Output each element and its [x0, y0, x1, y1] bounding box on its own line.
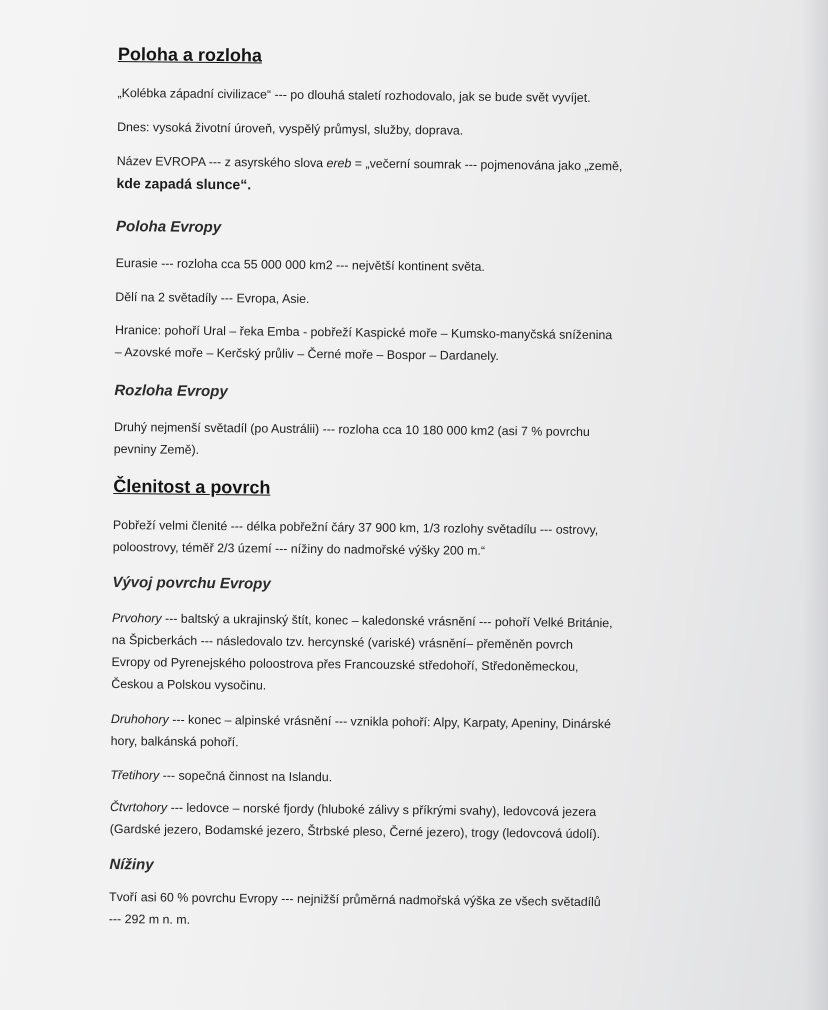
paragraph-kolebka: „Kolébka západní civilizace“ --- po dlouhá staletí rozhodovalo, jak se bude svět vyvíjet. — [117, 85, 591, 105]
paragraph-hranice-line1: Hranice: pohoří Ural – řeka Emba - pobřeží Kaspické moře – Kumsko-manyčská sníženina — [114, 322, 613, 343]
paragraph-hranice-line2: – Azovské moře – Kerčský průliv – Černé moře – Bospor – Dardanely. — [114, 344, 499, 364]
paragraph-niziny-line1: Tvoří asi 60 % povrchu Evropy --- nejnižší průměrná nadmořská výška ze všech světadílů — [108, 889, 601, 910]
paragraph-ctvrtohory-line2: (Gardské jezero, Bodamské jezero, Štrbské pleso, Černé jezero), trogy (ledovcová údolí). — [109, 821, 601, 842]
paragraph-prvohory-line3: Evropy od Pyrenejského poloostrova přes Francouzské středohoří, Středoněmeckou, — [111, 654, 579, 674]
screen-edge-shadow — [802, 0, 828, 1010]
paragraph-prvohory-line2: na Špicberkách --- následovalo tzv. hercynské (variské) vrásnění– přeměněn povrch — [111, 632, 573, 652]
paragraph-prvohory-line1: Prvohory --- baltský a ukrajinský štít, konec – kaledonské vrásnění --- pohoří Velké Británie, — [111, 610, 613, 631]
heading-rozloha-evropy: Rozloha Evropy — [114, 381, 228, 401]
heading-clenitost-a-povrch: Členitost a povrch — [113, 475, 271, 498]
paragraph-nazev-evropa-line2: kde zapadá slunce“. — [116, 174, 252, 193]
paragraph-druhohory-line2: hory, balkánská pohoří. — [110, 733, 239, 750]
paragraph-nazev-evropa: Název EVROPA --- z asyrského slova ereb = „večerní soumrak --- pojmenována jako „země, — [116, 153, 623, 174]
paragraph-niziny-line2: --- 292 m n. m. — [108, 911, 191, 927]
paragraph-eurasie: Eurasie --- rozloha cca 55 000 000 km2 --- největší kontinent světa. — [115, 255, 485, 274]
paragraph-dnes: Dnes: vysoká životní úroveň, vyspělý průmysl, služby, doprava. — [117, 119, 464, 138]
paragraph-druhy-nejmensi-line2: pevniny Země). — [113, 441, 200, 457]
paragraph-prvohory-line4: Českou a Polskou vysočinu. — [111, 676, 267, 693]
paragraph-ctvrtohory-line1: Čtvrtohory --- ledovce – norské fjordy (hluboké zálivy s příkrými svahy), ledovcová jezera — [109, 799, 597, 820]
paragraph-tretihory: Třetihory --- sopečná činnost na Islandu. — [110, 767, 333, 785]
paragraph-deli-na-2: Dělí na 2 světadíly --- Evropa, Asie. — [115, 289, 310, 307]
paragraph-druhy-nejmensi-line1: Druhý nejmenší světadíl (po Austrálii) --- rozloha cca 10 180 000 km2 (asi 7 % povrchu — [113, 419, 590, 439]
document-body — [108, 44, 718, 927]
heading-poloha-evropy: Poloha Evropy — [115, 217, 222, 237]
paragraph-pobrezi-line1: Pobřeží velmi členité --- délka pobřežní čáry 37 900 km, 1/3 rozlohy světadílu --- ostrovy, — [112, 517, 599, 538]
paragraph-druhohory-line1: Druhohory --- konec – alpinské vrásnění --- vznikla pohoří: Alpy, Karpaty, Apeniny, Dinárské — [110, 711, 611, 732]
heading-poloha-a-rozloha: Poloha a rozloha — [117, 44, 263, 66]
paragraph-pobrezi-line2: poloostrovy, téměř 2/3 území --- nížiny do nadmořské výšky 200 m.“ — [112, 539, 486, 558]
heading-vyvoj-povrchu: Vývoj povrchu Evropy — [112, 573, 271, 593]
heading-niziny: Nížiny — [109, 855, 154, 874]
